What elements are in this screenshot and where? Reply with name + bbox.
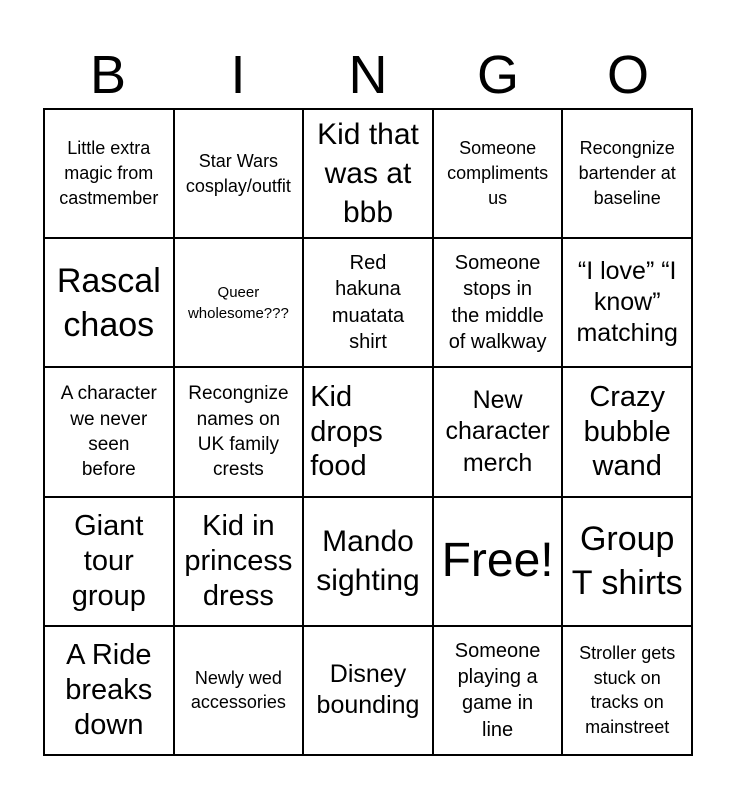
cell-text: Recongnize bartender at baseline	[578, 138, 676, 208]
bingo-cell[interactable]	[433, 626, 563, 755]
bingo-cell[interactable]	[174, 497, 304, 626]
bingo-cell[interactable]	[174, 238, 304, 367]
bingo-cell[interactable]	[44, 497, 174, 626]
bingo-cell[interactable]	[433, 238, 563, 367]
bingo-cell[interactable]	[562, 238, 692, 367]
cell-text: Star Wars cosplay/outfit	[185, 150, 291, 196]
header-letter-g: G	[476, 45, 519, 105]
bingo-cell[interactable]	[303, 367, 433, 496]
cell-text: Rascal chaos	[56, 261, 161, 344]
cell-text: Crazy bubble wand	[583, 380, 671, 483]
bingo-cell[interactable]	[562, 626, 692, 755]
cell-text: Mando sighting	[316, 525, 420, 598]
free-space-cell[interactable]	[433, 497, 563, 626]
free-space-text: Free!	[441, 533, 554, 587]
bingo-cell[interactable]	[433, 367, 563, 496]
cell-text: Kid in princess dress	[184, 510, 293, 612]
cell-text: Someone stops in the middle of walkway	[448, 252, 547, 354]
cell-text: Giant tour group	[71, 510, 146, 612]
bingo-cell[interactable]	[303, 109, 433, 238]
cell-text: Queer wholesome???	[187, 283, 289, 322]
cell-text: Kid that was at bbb	[317, 118, 419, 230]
cell-text: Stroller gets stuck on tracks on mainstreet	[579, 642, 676, 738]
bingo-cell[interactable]	[174, 626, 304, 755]
cell-text: Red hakuna muatata shirt	[331, 252, 405, 354]
bingo-cell[interactable]	[433, 109, 563, 238]
cell-text: New character merch	[445, 386, 550, 477]
cell-text: Little extra magic from castmember	[59, 138, 159, 208]
bingo-cell[interactable]	[562, 497, 692, 626]
bingo-cell[interactable]	[44, 367, 174, 496]
bingo-card-grid	[43, 108, 693, 756]
cell-text: Disney bounding	[316, 660, 420, 720]
cell-text: “I love” “I know” matching	[576, 256, 678, 348]
bingo-header	[43, 42, 693, 108]
bingo-cell[interactable]	[174, 367, 304, 496]
bingo-cell[interactable]	[562, 109, 692, 238]
header-letter-b: B	[89, 45, 127, 105]
cell-text: A character we never seen before	[60, 383, 157, 481]
bingo-cell[interactable]	[44, 109, 174, 238]
header-letter-o: O	[606, 45, 649, 105]
cell-text: Someone compliments us	[447, 138, 549, 208]
bingo-cell[interactable]	[174, 109, 304, 238]
cell-text: Group T shirts	[571, 520, 683, 603]
cell-text: A Ride breaks down	[65, 639, 153, 741]
bingo-cell[interactable]	[303, 626, 433, 755]
bingo-cell[interactable]	[303, 238, 433, 367]
bingo-cell[interactable]	[44, 238, 174, 367]
cell-text: Kid drops food	[310, 380, 383, 483]
bingo-cell[interactable]	[303, 497, 433, 626]
bingo-cell[interactable]	[44, 626, 174, 755]
cell-text: Newly wed accessories	[190, 667, 286, 713]
header-letter-n: N	[348, 45, 388, 105]
header-letter-i: I	[230, 45, 246, 105]
bingo-cell[interactable]	[562, 367, 692, 496]
cell-text: Someone playing a game in line	[454, 639, 541, 741]
cell-text: Recongnize names on UK family crests	[188, 383, 289, 481]
